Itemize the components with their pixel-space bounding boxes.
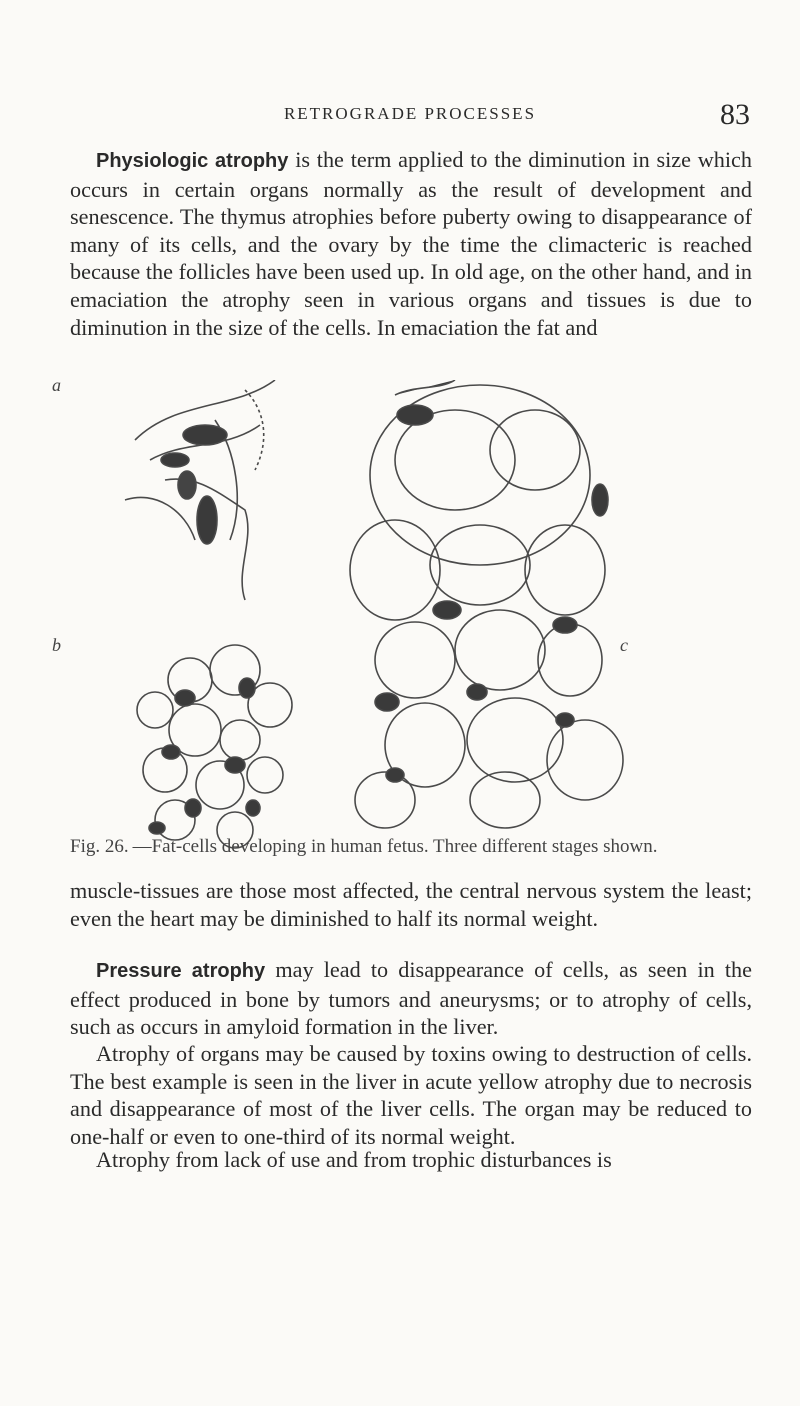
stage-c-drawing: [350, 380, 623, 828]
stage-b-drawing: [137, 645, 292, 848]
figure-number: Fig. 26.: [70, 836, 129, 857]
paragraph-physiologic-atrophy: [70, 146, 752, 341]
term-pressure-atrophy: Pressure atrophy: [96, 960, 266, 982]
paragraph-emaciation-continued: muscle-tissues are those most affected, the central nervous system the least; even the heart may be diminished to half its normal weight.: [70, 878, 752, 931]
term-physiologic-atrophy: Physiologic atrophy: [96, 150, 289, 172]
figure-label-b: b: [52, 635, 61, 655]
paragraph-pressure-atrophy: [70, 956, 752, 1041]
fat-cells-illustration: [95, 380, 745, 850]
paragraph-text: is the term applied to the diminution in size which occurs in certain organs normally as the result of development and senescence. The thymus atrophies before puberty owing to disappearance of many of its cells, and the ovary by the time the climacteric is reached because the follicles have been used up. In old age, on the other hand, and in emaciation the atrophy seen in various organs and tissues is due to diminution in the size of the cells. In emaciation the fat and: [70, 147, 752, 340]
stage-a-drawing: [125, 380, 275, 600]
page-number: 83: [720, 98, 750, 131]
page-header: [70, 98, 750, 134]
figure-label-a: a: [52, 375, 61, 395]
paragraph-disuse-atrophy: Atrophy from lack of use and from trophic disturbances is: [96, 1147, 612, 1172]
running-head: RETROGRADE PROCESSES: [283, 104, 537, 123]
figure-label-c: c: [620, 635, 628, 655]
paragraph-text: may lead to disappearance of cells, as seen in the effect produced in bone by tumors and aneurysms; or to atrophy of cells, such as occurs in amyloid formation in the liver.: [70, 957, 752, 1040]
paragraph-toxic-atrophy: Atrophy of organs may be caused by toxins owing to destruction of cells. The best example is seen in the liver in acute yellow atrophy due to necrosis and disappearance of most of the liver cells. The organ may be reduced to one-half or even to one-third of its normal weight.: [70, 1041, 752, 1149]
figure-caption: [70, 836, 752, 858]
caption-text: —Fat-cells developing in human fetus. Three different stages shown.: [132, 836, 658, 857]
